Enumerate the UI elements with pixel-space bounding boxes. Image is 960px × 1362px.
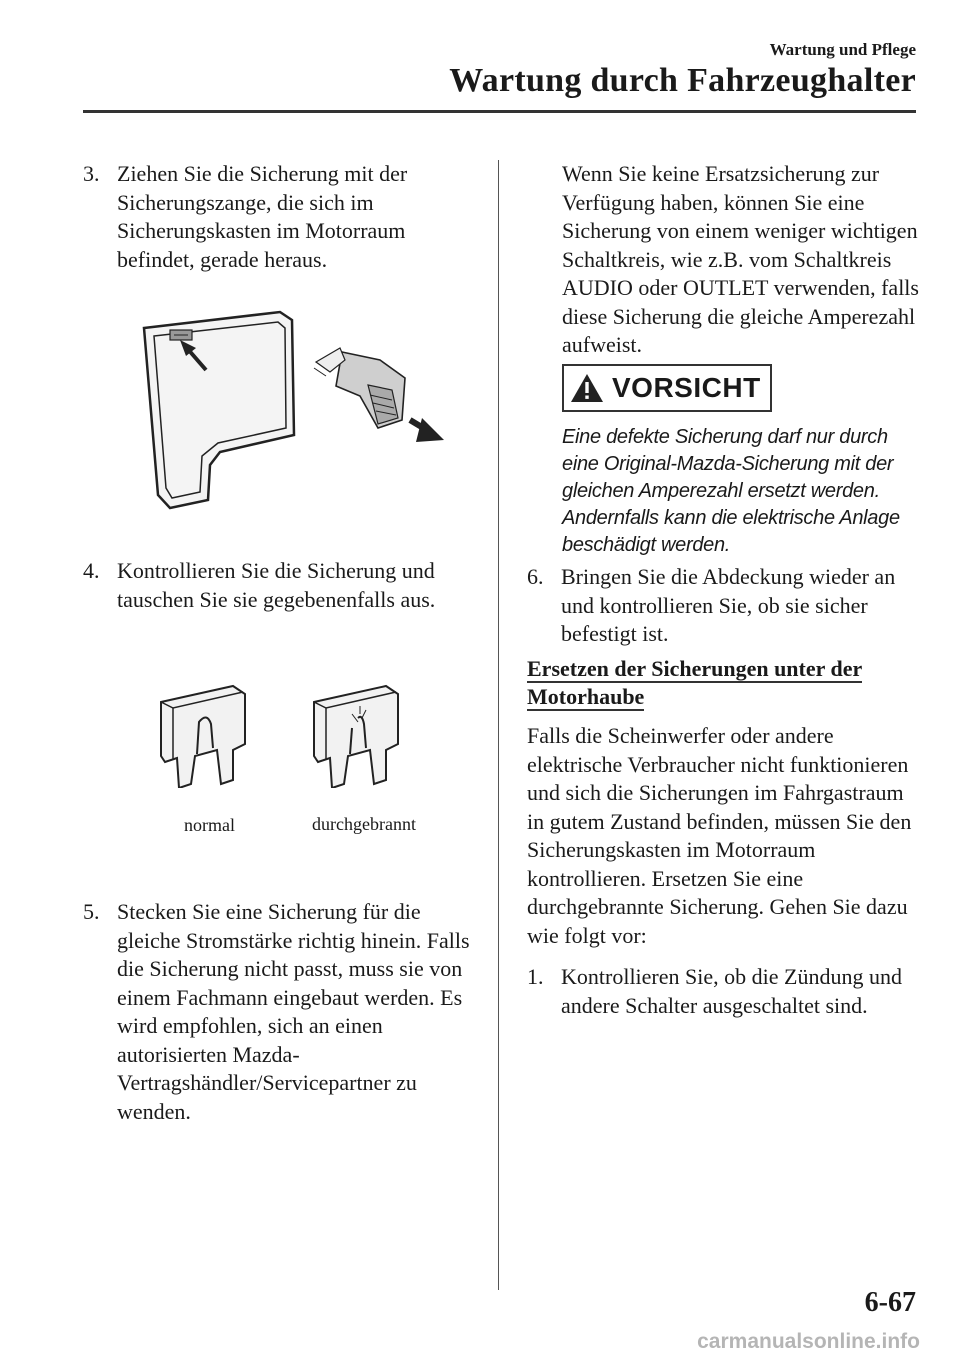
step-number: 3. xyxy=(83,161,100,186)
section-title: Wartung und Pflege xyxy=(769,40,916,59)
subheading xyxy=(527,655,887,711)
warning-label-box xyxy=(562,364,772,412)
step-text: Kontrollieren Sie, ob die Zündung und andere Schalter ausgeschaltet sind. xyxy=(561,964,902,1018)
intro-paragraph: Falls die Scheinwerfer oder andere elektrische Verbraucher nicht funktionieren und sich die Sicherungen im Fahrgastraum in gutem Zustand befinden, müssen Sie den Sicherungskasten im Motorraum kontrollieren. Ersetzen Sie eine durchgebrannte Sicherung. Gehen Sie dazu wie folgt vor: xyxy=(527,723,912,948)
step-number: 6. xyxy=(527,564,544,589)
fuse-puller-tool xyxy=(314,348,405,428)
warning-text: Eine defekte Sicherung darf nur durch eine Original-Mazda-Sicherung mit der gleichen Amperezahl ersetzt werden. Andernfalls kann die elektrische Anlage beschädigt werden. xyxy=(562,426,900,556)
warning-triangle-icon xyxy=(570,373,604,403)
arrow-down-right-icon xyxy=(410,418,444,442)
step-3 xyxy=(83,160,483,274)
step-4 xyxy=(83,557,483,614)
fuse-puller-illustration xyxy=(130,300,460,520)
page-number: 6-67 xyxy=(864,1287,916,1318)
step-number: 1. xyxy=(527,964,544,989)
step-text: Kontrollieren Sie die Sicherung und tauschen Sie sie gegebenenfalls aus. xyxy=(117,558,436,612)
caption-normal: normal xyxy=(184,815,235,835)
fuse-blown-illustration xyxy=(308,684,408,788)
fuse-puller-in-box xyxy=(170,330,192,340)
step-number: 5. xyxy=(83,899,100,924)
step-number: 4. xyxy=(83,558,100,583)
header-rule xyxy=(83,110,916,113)
step-6 xyxy=(527,563,922,649)
fuse-box-cover xyxy=(144,312,294,508)
watermark: carmanualsonline.info xyxy=(697,1330,920,1353)
fuse-normal-illustration xyxy=(155,684,255,788)
column-divider xyxy=(498,160,499,1290)
step-1 xyxy=(527,963,922,1020)
step-text: Bringen Sie die Abdeckung wieder an und kontrollieren Sie, ob sie sicher befestigt ist. xyxy=(561,564,896,646)
step-text: Ziehen Sie die Sicherung mit der Sicherungszange, die sich im Sicherungskasten im Motorraum befindet, gerade heraus. xyxy=(117,161,408,272)
chapter-title: Wartung durch Fahrzeughalter xyxy=(449,62,916,99)
step-5-continuation: Wenn Sie keine Ersatzsicherung zur Verfügung haben, können Sie eine Sicherung von einem weniger wichtigen Schaltkreis, wie z.B. vom Schaltkreis AUDIO oder OUTLET verwenden, falls diese Sicherung die gleiche Amperezahl aufweist. xyxy=(562,161,919,357)
subheading-text: Ersetzen der Sicherungen unter der Motorhaube xyxy=(527,656,863,709)
step-text: Stecken Sie eine Sicherung für die gleiche Stromstärke richtig hinein. Falls die Sicherung nicht passt, muss sie von einem Fachmann eingebaut werden. Es wird empfohlen, sich an einen autorisierten Mazda-Vertragshändler/Servicepartner zu wenden. xyxy=(117,899,470,1124)
caption-blown: durchgebrannt xyxy=(312,814,416,834)
warning-label: VORSICHT xyxy=(612,372,761,403)
step-5 xyxy=(83,898,483,1126)
